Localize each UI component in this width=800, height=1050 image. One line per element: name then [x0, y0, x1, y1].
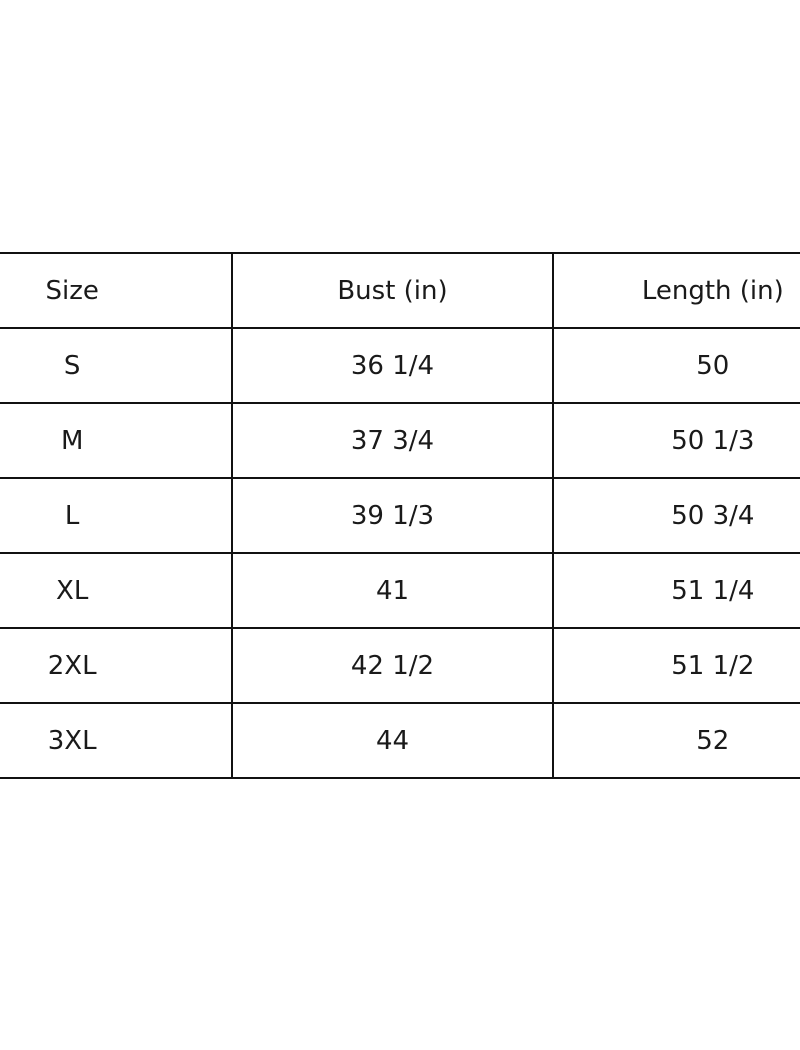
table-cell-size: M [0, 403, 232, 478]
size-chart-table [0, 252, 800, 779]
table-row [0, 628, 800, 703]
table-row [0, 478, 800, 553]
table-cell-bust: 42 1/2 [232, 628, 552, 703]
table-cell-size: 2XL [0, 628, 232, 703]
table-cell-length: 50 1/3 [553, 403, 800, 478]
table-cell-size: 3XL [0, 703, 232, 778]
column-header-bust: Bust (in) [232, 253, 552, 328]
table-row [0, 328, 800, 403]
table-cell-length: 50 [553, 328, 800, 403]
table-cell-length: 52 [553, 703, 800, 778]
table-cell-size: XL [0, 553, 232, 628]
table-cell-bust: 37 3/4 [232, 403, 552, 478]
column-header-size: Size [0, 253, 232, 328]
table-cell-length: 51 1/2 [553, 628, 800, 703]
table-cell-bust: 41 [232, 553, 552, 628]
table-cell-size: L [0, 478, 232, 553]
size-chart-table-wrap [0, 252, 800, 779]
table-cell-bust: 39 1/3 [232, 478, 552, 553]
table-cell-length: 50 3/4 [553, 478, 800, 553]
table-row [0, 703, 800, 778]
table-row [0, 403, 800, 478]
table-row [0, 553, 800, 628]
table-cell-bust: 44 [232, 703, 552, 778]
column-header-length: Length (in) [553, 253, 800, 328]
table-cell-size: S [0, 328, 232, 403]
header-row [0, 253, 800, 328]
table-cell-length: 51 1/4 [553, 553, 800, 628]
table-cell-bust: 36 1/4 [232, 328, 552, 403]
